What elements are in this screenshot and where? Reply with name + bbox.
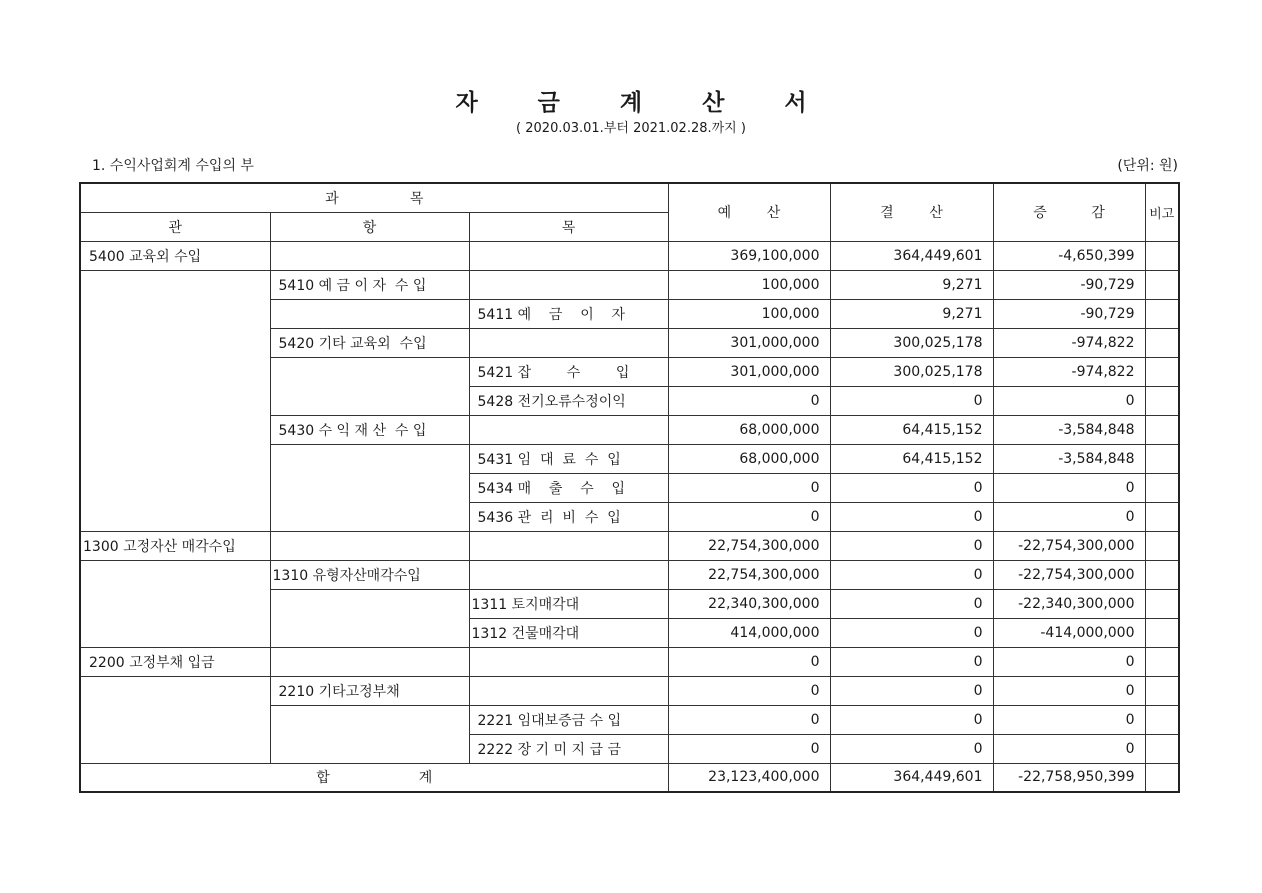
- cell-change: 0: [993, 647, 1145, 676]
- cell-mok: 5431 임 대 료 수 입: [469, 444, 668, 473]
- cell-remark: [1145, 270, 1179, 299]
- cell-settlement: 0: [830, 531, 993, 560]
- cell-remark: [1145, 386, 1179, 415]
- cell-settlement: 9,271: [830, 299, 993, 328]
- cell-hang-merged: [270, 589, 469, 647]
- cell-budget: 0: [668, 676, 830, 705]
- cell-mok: [469, 676, 668, 705]
- cell-change: -3,584,848: [993, 444, 1145, 473]
- cell-settlement: 64,415,152: [830, 415, 993, 444]
- cell-settlement: 0: [830, 589, 993, 618]
- cell-change: -22,754,300,000: [993, 560, 1145, 589]
- cell-mok: [469, 270, 668, 299]
- cell-gwan-merged: [80, 270, 270, 531]
- cell-hang: 5430 수 익 재 산 수 입: [270, 415, 469, 444]
- cell-change: -414,000,000: [993, 618, 1145, 647]
- cell-budget: 0: [668, 386, 830, 415]
- cell-settlement: 300,025,178: [830, 328, 993, 357]
- cell-settlement: 0: [830, 560, 993, 589]
- header-gwan: 관: [80, 212, 270, 241]
- cell-budget: 100,000: [668, 270, 830, 299]
- cell-remark: [1145, 502, 1179, 531]
- header-row-1: [80, 183, 1179, 212]
- cell-remark: [1145, 328, 1179, 357]
- cell-change: 0: [993, 734, 1145, 763]
- cell-hang: 1310 유형자산매각수입: [270, 560, 469, 589]
- cell-remark: [1145, 647, 1179, 676]
- cell-change: -90,729: [993, 299, 1145, 328]
- cell-settlement: 0: [830, 618, 993, 647]
- cell-mok: [469, 415, 668, 444]
- cell-budget: 369,100,000: [668, 241, 830, 270]
- cell-mok: 5434 매 출 수 입: [469, 473, 668, 502]
- cell-remark: [1145, 357, 1179, 386]
- cell-gwan-merged: [80, 676, 270, 763]
- cell-mok: 5428 전기오류수정이익: [469, 386, 668, 415]
- cell-budget: 68,000,000: [668, 444, 830, 473]
- cell-change: 0: [993, 502, 1145, 531]
- section-title: 1. 수익사업회계 수입의 부: [92, 158, 254, 174]
- cell-settlement: 64,415,152: [830, 444, 993, 473]
- cell-settlement: 0: [830, 705, 993, 734]
- cell-hang: [270, 647, 469, 676]
- cell-remark: [1145, 531, 1179, 560]
- cell-remark: [1145, 560, 1179, 589]
- total-remark: [1145, 763, 1179, 792]
- cell-settlement: 0: [830, 473, 993, 502]
- cell-change: -974,822: [993, 357, 1145, 386]
- cell-hang-merged: [270, 444, 469, 531]
- cell-hang: [270, 241, 469, 270]
- cell-remark: [1145, 734, 1179, 763]
- cell-budget: 22,754,300,000: [668, 560, 830, 589]
- cell-remark: [1145, 444, 1179, 473]
- cell-mok: [469, 241, 668, 270]
- cell-remark: [1145, 705, 1179, 734]
- table-row: [80, 560, 1179, 589]
- cell-hang: 2210 기타고정부채: [270, 676, 469, 705]
- cell-settlement: 0: [830, 676, 993, 705]
- table-row: [80, 241, 1179, 270]
- cell-remark: [1145, 618, 1179, 647]
- cell-change: -22,340,300,000: [993, 589, 1145, 618]
- unit-label: (단위: 원): [1117, 158, 1178, 174]
- cell-remark: [1145, 299, 1179, 328]
- cell-gwan: 2200 고정부채 입금: [80, 647, 270, 676]
- cell-settlement: 0: [830, 386, 993, 415]
- cell-budget: 301,000,000: [668, 357, 830, 386]
- header-hang: 항: [270, 212, 469, 241]
- fund-statement-table: [79, 182, 1180, 793]
- cell-budget: 414,000,000: [668, 618, 830, 647]
- cell-settlement: 0: [830, 734, 993, 763]
- cell-change: 0: [993, 473, 1145, 502]
- cell-mok: 5436 관 리 비 수 입: [469, 502, 668, 531]
- cell-hang: 5410 예 금 이 자 수 입: [270, 270, 469, 299]
- cell-mok: [469, 531, 668, 560]
- cell-gwan: 5400 교육외 수입: [80, 241, 270, 270]
- cell-settlement: 364,449,601: [830, 241, 993, 270]
- cell-change: 0: [993, 705, 1145, 734]
- cell-remark: [1145, 241, 1179, 270]
- cell-budget: 0: [668, 473, 830, 502]
- cell-mok: 1312 건물매각대: [469, 618, 668, 647]
- cell-hang: [270, 299, 469, 328]
- cell-change: -3,584,848: [993, 415, 1145, 444]
- cell-settlement: 300,025,178: [830, 357, 993, 386]
- cell-budget: 0: [668, 705, 830, 734]
- cell-remark: [1145, 415, 1179, 444]
- cell-budget: 0: [668, 647, 830, 676]
- cell-settlement: 9,271: [830, 270, 993, 299]
- table-row: [80, 270, 1179, 299]
- cell-mok: 5421 잡 수 입: [469, 357, 668, 386]
- header-subject: 과 목: [80, 183, 668, 212]
- cell-change: -90,729: [993, 270, 1145, 299]
- cell-gwan: 1300 고정자산 매각수입: [80, 531, 270, 560]
- cell-change: 0: [993, 676, 1145, 705]
- cell-remark: [1145, 473, 1179, 502]
- cell-mok: 5411 예 금 이 자: [469, 299, 668, 328]
- cell-hang: [270, 531, 469, 560]
- cell-change: -22,754,300,000: [993, 531, 1145, 560]
- table-row: [80, 676, 1179, 705]
- cell-mok: 2222 장 기 미 지 급 금: [469, 734, 668, 763]
- document-title: 자 금 계 산 서: [455, 90, 833, 116]
- cell-change: 0: [993, 386, 1145, 415]
- cell-change: -974,822: [993, 328, 1145, 357]
- cell-budget: 22,754,300,000: [668, 531, 830, 560]
- cell-remark: [1145, 676, 1179, 705]
- header-budget: 예 산: [668, 183, 830, 241]
- total-row: [80, 763, 1179, 792]
- total-budget: 23,123,400,000: [668, 763, 830, 792]
- cell-hang: 5420 기타 교육외 수입: [270, 328, 469, 357]
- total-settlement: 364,449,601: [830, 763, 993, 792]
- header-remark: 비고: [1145, 183, 1179, 241]
- cell-gwan-merged: [80, 560, 270, 647]
- document-period: ( 2020.03.01.부터 2021.02.28.까지 ): [516, 121, 746, 136]
- total-label: 합 계: [80, 763, 668, 792]
- cell-remark: [1145, 589, 1179, 618]
- cell-mok: 1311 토지매각대: [469, 589, 668, 618]
- cell-budget: 0: [668, 734, 830, 763]
- cell-budget: 22,340,300,000: [668, 589, 830, 618]
- header-settlement: 결 산: [830, 183, 993, 241]
- cell-hang-merged: [270, 705, 469, 763]
- cell-mok: [469, 328, 668, 357]
- total-change: -22,758,950,399: [993, 763, 1145, 792]
- cell-settlement: 0: [830, 502, 993, 531]
- cell-settlement: 0: [830, 647, 993, 676]
- cell-budget: 0: [668, 502, 830, 531]
- cell-mok: [469, 647, 668, 676]
- cell-hang-merged: [270, 357, 469, 415]
- cell-change: -4,650,399: [993, 241, 1145, 270]
- header-mok: 목: [469, 212, 668, 241]
- cell-budget: 100,000: [668, 299, 830, 328]
- header-change: 증 감: [993, 183, 1145, 241]
- cell-mok: [469, 560, 668, 589]
- cell-budget: 301,000,000: [668, 328, 830, 357]
- cell-budget: 68,000,000: [668, 415, 830, 444]
- table-row: [80, 531, 1179, 560]
- table-row: [80, 647, 1179, 676]
- cell-mok: 2221 임대보증금 수 입: [469, 705, 668, 734]
